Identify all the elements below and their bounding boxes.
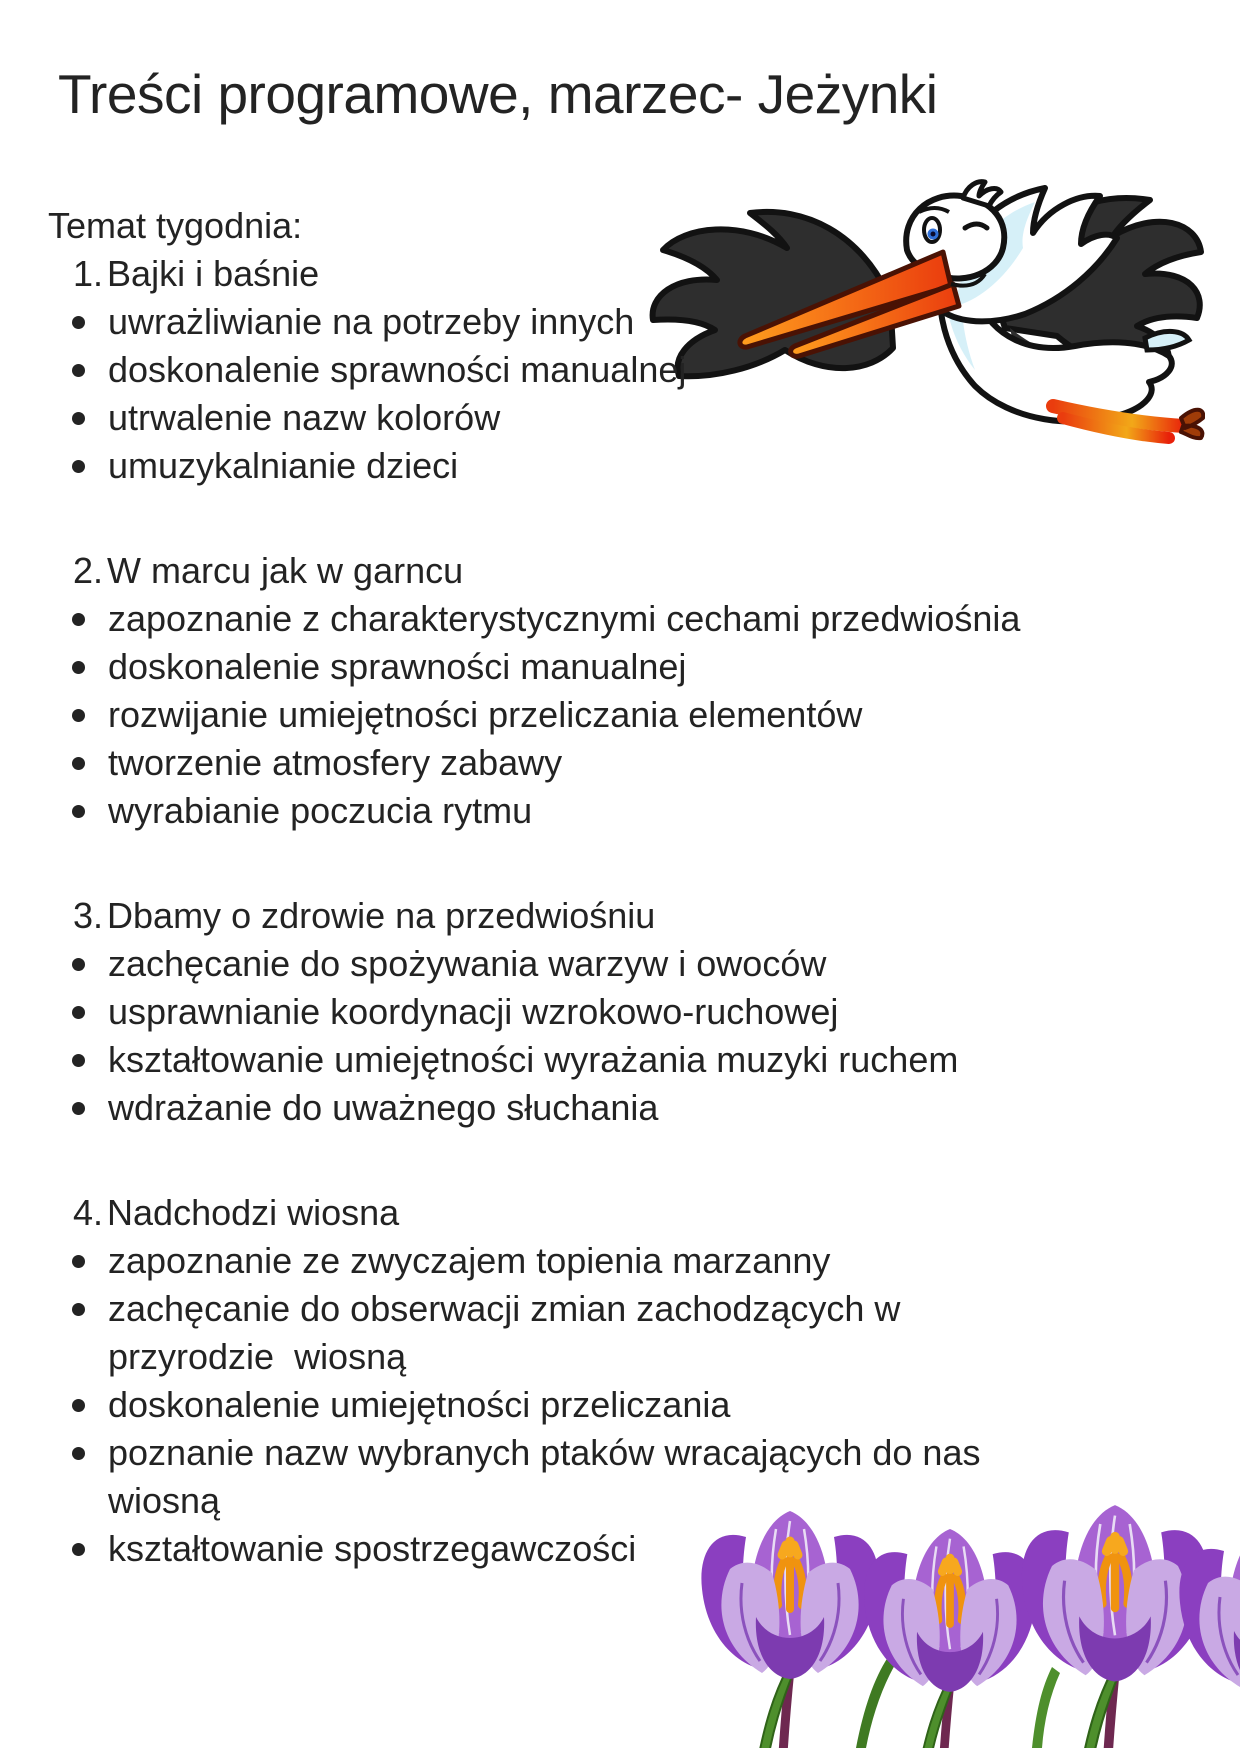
bullet-text: tworzenie atmosfery zabawy	[108, 742, 563, 783]
bullet-icon	[72, 1399, 85, 1412]
bullet-icon	[72, 460, 85, 473]
section-heading	[48, 1189, 1033, 1237]
list-item	[48, 1036, 1033, 1084]
section-heading-text: W marcu jak w garncu	[107, 550, 464, 591]
list-item	[48, 595, 1033, 643]
bullet-icon	[72, 1447, 85, 1460]
stork-feet	[1181, 410, 1203, 438]
bullet-text: umuzykalnianie dzieci	[108, 445, 459, 486]
bullet-text: doskonalenie sprawności manualnej	[108, 349, 687, 390]
bullet-icon	[72, 1054, 85, 1067]
bullet-text: usprawnianie koordynacji wzrokowo-ruchowej	[108, 991, 839, 1032]
bullet-text: zachęcanie do spożywania warzyw i owoców	[108, 943, 827, 984]
section-heading-text: Bajki i baśnie	[107, 253, 320, 294]
list-item	[48, 988, 1033, 1036]
bullet-text: poznanie nazw wybranych ptaków wracających do nas wiosną	[108, 1432, 991, 1521]
section-number: 3.	[73, 895, 104, 936]
bullet-text: wyrabianie poczucia rytmu	[108, 790, 533, 831]
bullet-text: utrwalenie nazw kolorów	[108, 397, 501, 438]
section-number: 4.	[73, 1192, 104, 1233]
bullet-icon	[72, 613, 85, 626]
bullet-icon	[72, 1102, 85, 1115]
bullet-icon	[72, 1255, 85, 1268]
crocus-flower-2	[864, 1529, 1036, 1748]
list-item	[48, 1285, 1033, 1381]
list-item	[48, 643, 1033, 691]
stork-tail	[1145, 331, 1189, 350]
section-heading	[48, 892, 1033, 940]
bullet-list	[48, 940, 1033, 1132]
bullet-icon	[72, 1006, 85, 1019]
list-item	[48, 739, 1033, 787]
list-item	[48, 394, 1033, 442]
bullet-text: zachęcanie do obserwacji zmian zachodzących w przyrodzie wiosną	[108, 1288, 911, 1377]
list-item	[48, 691, 1033, 739]
bullet-text: uwrażliwianie na potrzeby innych	[108, 301, 635, 342]
bullet-icon	[72, 412, 85, 425]
crocus-grass-blade	[1032, 1667, 1060, 1748]
bullet-icon	[72, 757, 85, 770]
bullet-icon	[72, 805, 85, 818]
bullet-text: doskonalenie umiejętności przeliczania	[108, 1384, 731, 1425]
section-number: 1.	[73, 253, 104, 294]
section-1	[48, 250, 1033, 490]
bullet-text: zapoznanie ze zwyczajem topienia marzanny	[108, 1240, 831, 1281]
list-item	[48, 1084, 1033, 1132]
crocus-grass-blade	[856, 1657, 896, 1748]
bullet-list	[48, 298, 1033, 490]
bullet-text: wdrażanie do uważnego słuchania	[108, 1087, 659, 1128]
content	[48, 202, 1033, 1573]
crocus-flower-3	[1022, 1505, 1208, 1748]
bullet-icon	[72, 958, 85, 971]
list-item	[48, 346, 1033, 394]
bullet-icon	[72, 1543, 85, 1556]
section-2	[48, 547, 1033, 835]
list-item	[48, 940, 1033, 988]
section-heading-text: Nadchodzi wiosna	[107, 1192, 400, 1233]
list-item	[48, 442, 1033, 490]
week-topic-label: Temat tygodnia:	[48, 205, 303, 246]
list-item	[48, 787, 1033, 835]
bullet-text: kształtowanie spostrzegawczości	[108, 1528, 637, 1569]
bullet-text: kształtowanie umiejętności wyrażania muzyki ruchem	[108, 1039, 959, 1080]
bullet-text: zapoznanie z charakterystycznymi cechami przedwiośnia	[108, 598, 1021, 639]
section-number: 2.	[73, 550, 104, 591]
bullet-list	[48, 595, 1033, 835]
bullet-icon	[72, 316, 85, 329]
bullet-icon	[72, 1303, 85, 1316]
section-heading-text: Dbamy o zdrowie na przedwiośniu	[107, 895, 656, 936]
section-3	[48, 892, 1033, 1132]
list-item	[48, 1237, 1033, 1285]
bullet-icon	[72, 364, 85, 377]
section-heading	[48, 547, 1033, 595]
bullet-icon	[72, 709, 85, 722]
crocus-flowers-illustration	[620, 1495, 1240, 1748]
list-item	[48, 1381, 1033, 1429]
bullet-icon	[72, 661, 85, 674]
page-title: Treści programowe, marzec- Jeżynki	[58, 63, 938, 125]
list-item	[48, 298, 1033, 346]
bullet-text: rozwijanie umiejętności przeliczania elementów	[108, 694, 863, 735]
bullet-text: doskonalenie sprawności manualnej	[108, 646, 687, 687]
crocus-flower-1	[701, 1511, 878, 1748]
section-heading	[48, 250, 1033, 298]
